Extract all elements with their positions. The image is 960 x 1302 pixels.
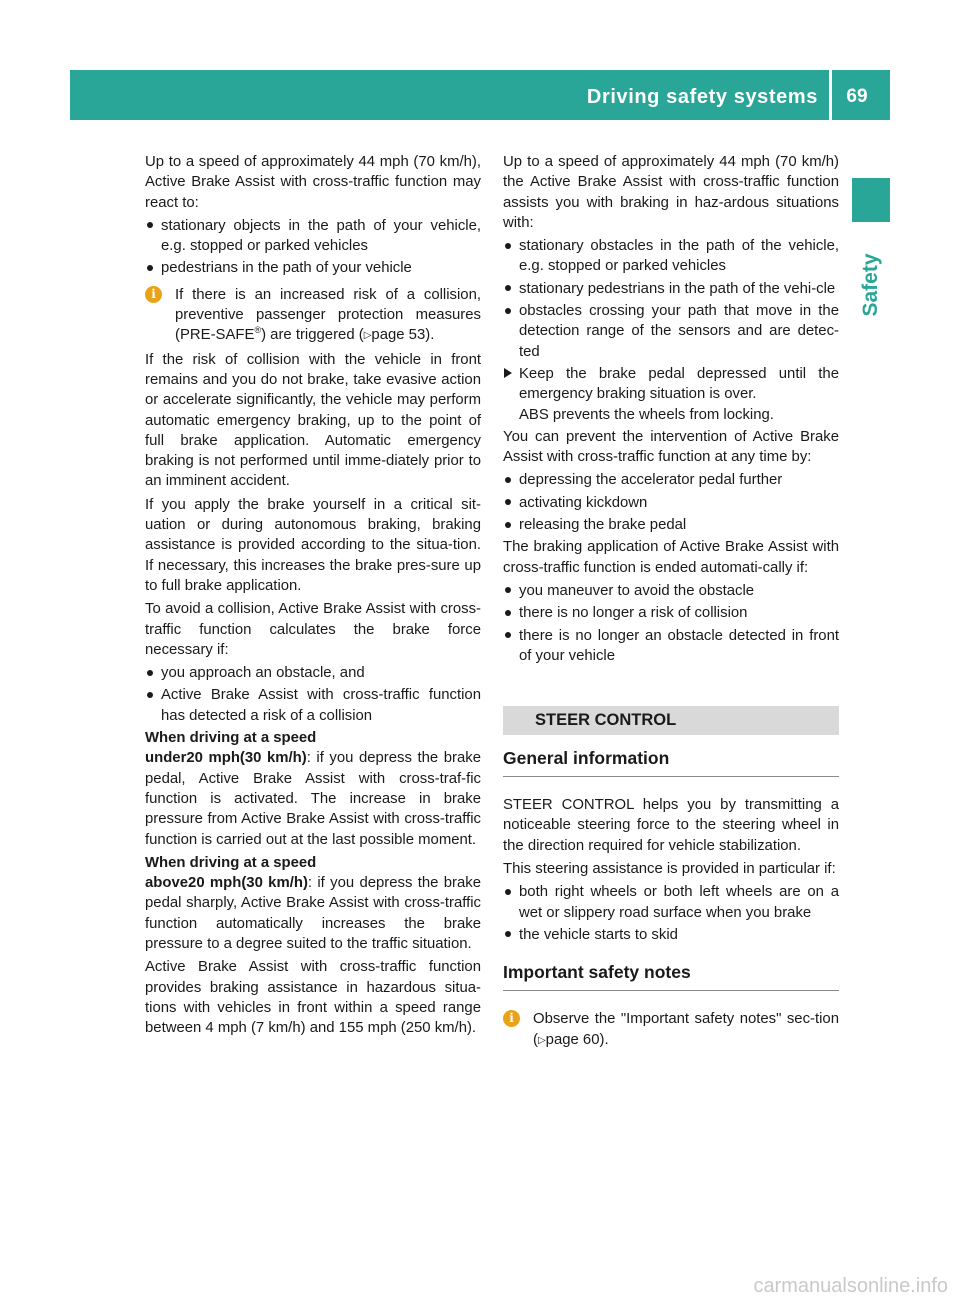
info-note	[145, 285, 481, 347]
list-item: stationary pedestrians in the path of the vehi-cle	[503, 279, 839, 299]
bold-heading: When driving at a speed	[145, 854, 317, 871]
list-item: there is no longer an obstacle detected in front of your vehicle	[503, 626, 839, 667]
action-note: ABS prevents the wheels from locking.	[519, 406, 774, 423]
list-item: activating kickdown	[503, 493, 839, 513]
list-item: depressing the accelerator pedal further	[503, 470, 839, 490]
header-divider	[829, 70, 832, 120]
section-title: Driving safety systems	[586, 86, 818, 108]
subheading: Important safety notes	[503, 959, 839, 991]
info-icon: i	[503, 1010, 520, 1027]
paragraph: Active Brake Assist with cross-traffic function provides braking assistance in hazardous situa-tions with vehicles in front within a speed range between 4 mph (7 km/h) and 155 mph (250 km/h).	[145, 959, 481, 1037]
paragraph-text: : if you depress the brake pedal, Active Brake Assist with cross-traf-fic function is activated. The increase in brake pressure from Active Brake Assist with cross-traffic function is carried out at the last possible moment.	[145, 750, 481, 848]
list-item: releasing the brake pedal	[503, 515, 839, 535]
bold-term: under20 mph(30 km/h)	[145, 750, 307, 767]
info-text: Observe the "Important safety notes" sec-tion (	[533, 1011, 839, 1048]
paragraph-text: : if you depress the brake pedal sharply, Active Brake Assist with cross-traffic function automatically increases the brake pressure to a degree suited to the traffic situation.	[145, 875, 481, 952]
action-step	[503, 364, 839, 425]
list-item: pedestrians in the path of your vehicle	[145, 258, 481, 278]
paragraph: If you apply the brake yourself in a critical sit-uation or during autonomous braking, braking assistance is provided according to the situa-tion. If necessary, this increases the brake pres-sure up to full brake application.	[145, 496, 481, 594]
list-item: you approach an obstacle, and	[145, 663, 481, 683]
paragraph: If the risk of collision with the vehicle in front remains and you do not brake, take evasive action or accelerate significantly, the vehicle may perform automatic emergency braking, up to the point of full brake application. Automatic emergency braking is not performed until imme-diately prior to an imminent accident.	[145, 351, 481, 490]
page-reference-link[interactable]: page 53).	[371, 327, 435, 344]
paragraph: This steering assistance is provided in particular if:	[503, 861, 836, 878]
info-text: ) are triggered (	[261, 327, 364, 344]
side-tab	[852, 230, 890, 340]
info-note	[503, 1009, 839, 1051]
list-item: stationary obstacles in the path of the vehicle, e.g. stopped or parked vehicles	[503, 236, 839, 277]
page-number: 69	[846, 86, 868, 107]
paragraph: You can prevent the intervention of Active Brake Assist with cross-traffic function at any time by:	[503, 428, 839, 466]
page-ref-arrow-icon: ▷	[363, 330, 372, 342]
list-item: both right wheels or both left wheels are on a wet or slippery road surface when you brake	[503, 882, 839, 923]
list-item: Active Brake Assist with cross-traffic function has detected a risk of a collision	[145, 685, 481, 726]
paragraph: Up to a speed of approximately 44 mph (70 km/h) the Active Brake Assist with cross-traffic function assists you with braking in haz-ardous situations with:	[503, 154, 839, 231]
bold-heading: When driving at a speed	[145, 730, 317, 747]
info-icon: i	[145, 286, 162, 303]
list-item: the vehicle starts to skid	[503, 925, 839, 945]
list-item: stationary objects in the path of your vehicle, e.g. stopped or parked vehicles	[145, 216, 481, 257]
header-bar	[70, 70, 890, 120]
action-text: Keep the brake pedal depressed until the emergency braking situation is over.	[519, 365, 839, 403]
section-heading-bar: STEER CONTROL	[503, 706, 839, 735]
bold-term: above20 mph(30 km/h)	[145, 875, 308, 892]
page-ref-arrow-icon: ▷	[537, 1034, 546, 1046]
list-item: you maneuver to avoid the obstacle	[503, 581, 839, 601]
subheading: General information	[503, 745, 839, 777]
watermark: carmanualsonline.info	[753, 1275, 948, 1297]
left-column	[145, 152, 481, 1041]
paragraph: The braking application of Active Brake Assist with cross-traffic function is ended automati-cally if:	[503, 539, 839, 576]
list-item: there is no longer a risk of collision	[503, 603, 839, 623]
paragraph	[145, 748, 481, 849]
info-text: If there is an increased risk of a collision, preventive passenger protection measures (PRE-SAFE	[175, 286, 481, 344]
paragraph: STEER CONTROL helps you by transmitting a noticeable steering force to the steering wheel in the direction required for vehicle stabilization.	[503, 797, 839, 854]
list-item: obstacles crossing your path that move in the detection range of the sensors and are detec-ted	[503, 301, 839, 362]
page-reference-link[interactable]: page 60).	[545, 1031, 609, 1048]
side-tab-marker	[852, 178, 890, 222]
registered-mark: ®	[254, 325, 262, 336]
paragraph	[145, 873, 481, 954]
paragraph: To avoid a collision, Active Brake Assist with cross-traffic function calculates the brake force necessary if:	[145, 601, 481, 658]
right-column	[503, 152, 839, 1054]
side-tab-label: Safety	[859, 253, 882, 317]
paragraph: Up to a speed of approximately 44 mph (70 km/h), Active Brake Assist with cross-traffic function may react to:	[145, 154, 481, 211]
